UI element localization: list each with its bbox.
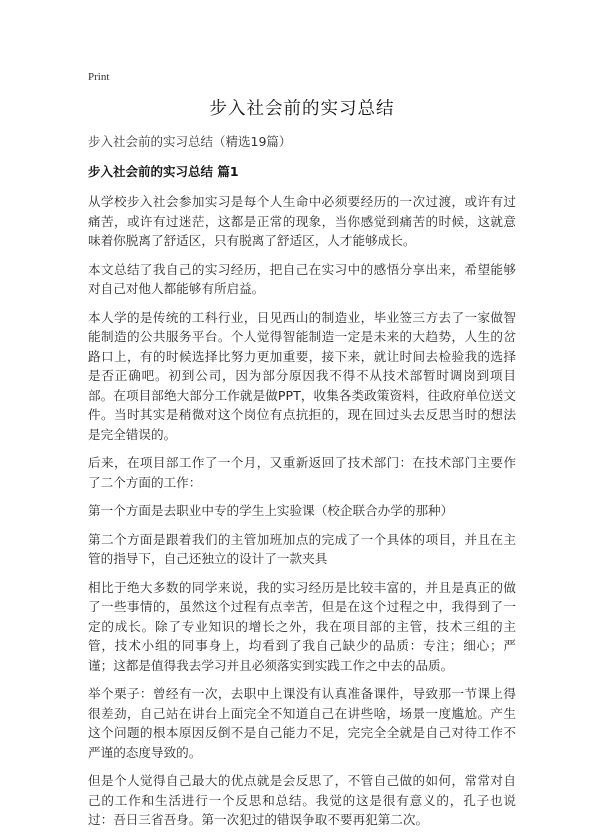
paragraph-return-to-tech: 后来，在项目部工作了一个月，又重新返回了技术部门：在技术部门主要作了二个方面的工作：: [88, 455, 516, 490]
section-heading: 步入社会前的实习总结 篇1: [88, 164, 239, 179]
paragraph-intro: 从学校步入社会参加实习是每个人生命中必须要经历的一次过渡，或许有过痛苦，或许有过迷茫，这都是正常的现象，当你感觉到痛苦的时候，这就意味着你脱离了舒适区，只有脱离了舒适区，人才能够成长。: [88, 194, 516, 248]
paragraph-second-aspect: 第二个方面是跟着我们的主管加班加点的完成了一个具体的项目，并且在主管的指导下，自己还独立的设计了一款夹具: [88, 531, 516, 566]
paragraph-reflection: 但是个人觉得自己最大的优点就是会反思了，不管自己做的如何，常常对自己的工作和生活进行一个反思和总结。我觉的这是很有意义的，孔子也说过：吾日三省吾身。第一次犯过的错误争取不要再犯第二次。: [88, 773, 516, 827]
print-label[interactable]: Print: [88, 71, 110, 83]
paragraph-growth: 相比于绝大多数的同学来说，我的实习经历是比较丰富的，并且是真正的做了一些事情的，虽然这个过程有点幸苦，但是在这个过程之中，我得到了一定的成长。除了专业知识的增长之外，我在项目部的主管，技术三组的主管，技术小组的同事身上，均看到了我自己缺少的品质：专注；细心；严谨；这都是值得我去学习并且必须落实到实践工作之中去的品质。: [88, 579, 516, 673]
paragraph-first-aspect: 第一个方面是去职业中专的学生上实验课（校企联合办学的那种）: [88, 503, 454, 518]
document-title: 步入社会前的实习总结: [209, 99, 395, 119]
document-page: [88, 70, 516, 839]
paragraph-background: 本人学的是传统的工科行业，日见西山的制造业，毕业签三方去了一家做智能制造的公共服务平台。个人觉得智能制造一定是未来的大趋势，人生的岔路口上，有的时候选择比努力更加重要，接下来，就让时间去检验我的选择是否正确吧。初到公司，因为部分原因我不得不从技术部暂时调岗到项目部。在项目部绝大部分工作就是做PPT，收集各类政策资料，往政府单位送文件。当时其实是稍微对这个岗位有点抗拒的，现在回过头去反思当时的想法是完全错误的。: [88, 309, 516, 442]
paragraph-summary: 本文总结了我自己的实习经历，把自己在实习中的感悟分享出来，希望能够对自己对他人都能够有所启益。: [88, 261, 516, 296]
document-subtitle: 步入社会前的实习总结（精选19篇）: [88, 134, 292, 149]
paragraph-example: 举个栗子：曾经有一次，去职中上课没有认真准备课件，导致那一节课上得很差劲，自己站在讲台上面完全不知道自己在讲些啥，场景一度尴尬。产生这个问题的根本原因反倒不是自己能力不足，完完全全就是自己对待工作不严谨的态度导致的。: [88, 686, 516, 760]
